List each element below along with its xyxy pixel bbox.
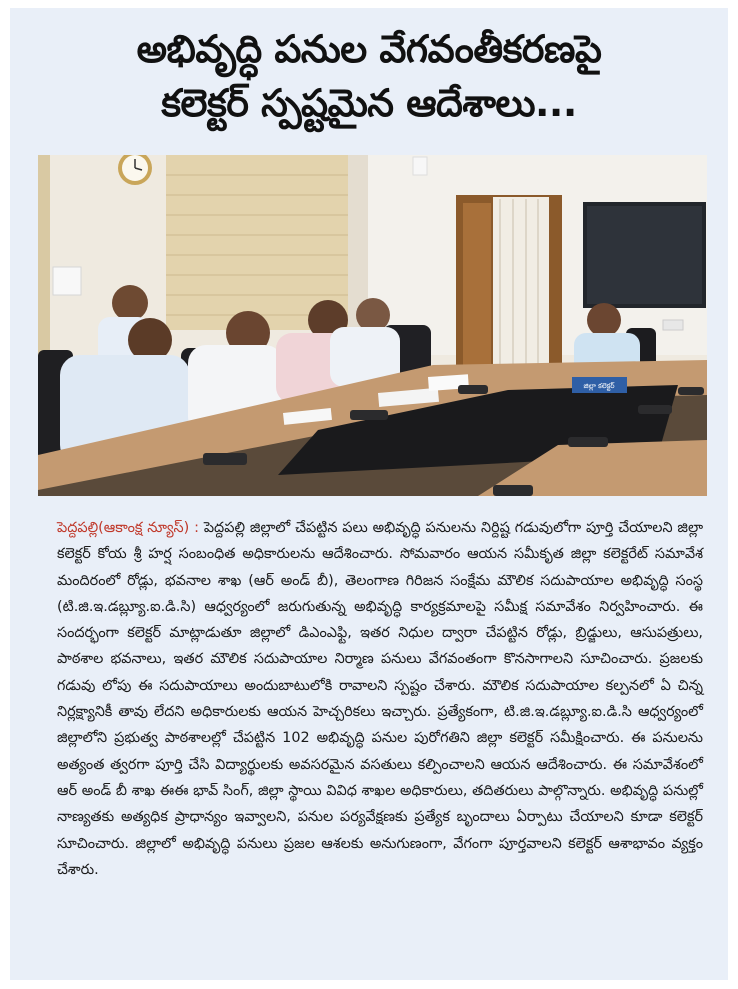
headline-line-2: కలెక్టర్ స్పష్టమైన ఆదేశాలు... xyxy=(161,81,577,125)
meeting-photo xyxy=(38,155,707,496)
nameplate-text: జిల్లా కలెక్టర్ xyxy=(583,382,615,390)
headline xyxy=(20,22,718,130)
article-text: పెద్దపల్లి జిల్లాలో చేపట్టిన పలు అభివృద్ధి పనులను నిర్దిష్ట గడువులోగా పూర్తి చేయాలని జిల్లా కలెక్టర్ కోయ శ్రీ హర్ష సంబంధిత అధికారులను ఆదేశించారు. సోమవారం ఆయన సమీకృత జిల్లా కలెక్టరేట్ సమావేశ మందిరంలో రోడ్లు, భవనాల శాఖ (ఆర్ అండ్ బీ), తెలంగాణ గిరిజన సంక్షేమ మౌలిక సదుపాయాల అభివృద్ధి సంస్థ (టి.జి.ఇ.డబ్ల్యూ.ఐ.డి.సి) ఆధ్వర్యంలో జరుగుతున్న అభివృద్ధి కార్యక్రమాలపై సమీక్ష సమావేశం నిర్వహించారు. ఈ సందర్భంగా కలెక్టర్ మాట్లాడుతూ జిల్లాలో డిఎంఎఫ్టి, ఇతర నిధుల ద్వారా చేపట్టిన రోడ్లు, బ్రిడ్జులు, ఆసుపత్రులు, పాఠశాల భవనాలు, ఇతర మౌలిక సదుపాయాల నిర్మాణ పనులు వేగవంతంగా కొనసాగాలని సూచించారు. ప్రజలకు గడువు లోపు ఈ సదుపాయాలు అందుబాటులోకి రావాలని స్పష్టం చేశారు. మౌలిక సదుపాయాల కల్పనలో ఏ చిన్న నిర్లక్ష్యానికీ తావు లేదని అధికారులకు ఆయన హెచ్చరికలు ఇచ్చారు. ప్రత్యేకంగా, టి.జి.ఇ.డబ్ల్యూ.ఐ.డి.సి ఆధ్వర్యంలో జిల్లాలోని ప్రభుత్వ పాఠశాలల్లో చేపట్టిన 102 అభివృద్ధి పనుల పురోగతిని జిల్లా కలెక్టర్ సమీక్షించారు. ఈ పనులను అత్యంత త్వరగా పూర్తి చేసి విద్యార్థులకు అవసరమైన వసతులు కల్పించాలని ఆయన ఆదేశించారు. ఈ సమావేశంలో ఆర్ అండ్ బీ శాఖ ఈఈ భావ్ సింగ్, జిల్లా స్థాయి వివిధ శాఖల అధికారులు, తదితరులు పాల్గొన్నారు. అభివృద్ధి పనుల్లో నాణ్యతకు అత్యధిక ప్రాధాన్యం ఇవ్వాలని, పనుల పర్యవేక్షణకు ప్రత్యేక బృందాలు ఏర్పాటు చేయాలని కూడా కలెక్టర్ సూచించారు. జిల్లాలో అభివృద్ధి పనులు ప్రజల ఆశలకు అనుగుణంగా, వేగంగా పూర్తవాలని కలెక్టర్ ఆశాభావం వ్యక్తం చేశారు. xyxy=(57,520,704,878)
nameplate xyxy=(572,377,627,393)
wall-tv-icon xyxy=(583,202,706,308)
article-dateline: పెద్దపల్లి(ఆకాంక్ష న్యూస్) : xyxy=(57,520,199,536)
headline-line-1: అభివృద్ధి పనుల వేగవంతీకరణపై xyxy=(136,27,602,71)
article-body xyxy=(57,515,703,883)
